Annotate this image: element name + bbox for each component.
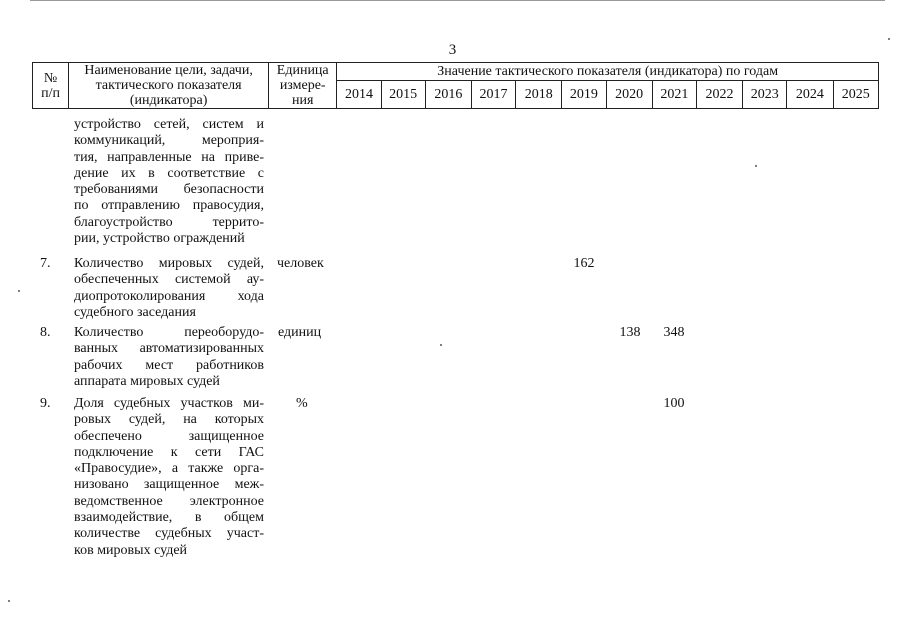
header-year: 2014 xyxy=(337,80,381,108)
row-8-unit: единиц xyxy=(278,325,322,340)
row-7-unit: человек xyxy=(277,256,324,271)
header-unit: Единица измере- ния xyxy=(269,63,337,109)
row-9-name: Доля судебных участков ми- ровых судей, на которых обеспечено защищенное подключение к сети ГАС «Правосудие», а также орга- низовано защищенное меж- ведомственное электронное взаимодействие, в общем количестве судебных участ- ков мировых судей xyxy=(74,396,264,558)
header-num: № п/п xyxy=(33,63,69,109)
row-7-value-2019: 162 xyxy=(573,256,595,271)
row-continuation-name: устройство сетей, систем и коммуникаций, мероприя- тия, направленные на приве- дение их в соответствие с требованиями безопасности по отправлению правосудия, благоустройство террито- рии, устройство ограждений xyxy=(74,117,264,247)
scan-speck xyxy=(18,290,20,292)
row-7-name: Количество мировых судей, обеспеченных системой ау- диопротоколирования хода судебного заседания xyxy=(74,256,264,320)
header-year: 2019 xyxy=(562,80,606,108)
header-year: 2023 xyxy=(743,80,787,108)
scan-top-edge xyxy=(30,0,885,1)
header-year: 2025 xyxy=(833,80,879,108)
row-8-value-2020: 138 xyxy=(619,325,641,340)
header-values-title: Значение тактического показателя (индикатора) по годам xyxy=(337,63,879,81)
scan-speck xyxy=(888,38,890,40)
header-year: 2024 xyxy=(787,80,833,108)
scan-speck xyxy=(8,600,10,602)
page-number: 3 xyxy=(448,42,457,58)
row-9-unit: % xyxy=(296,396,308,411)
header-year: 2016 xyxy=(425,80,471,108)
row-8-number: 8. xyxy=(40,325,51,340)
row-9-value-2021: 100 xyxy=(663,396,685,411)
row-8-value-2021: 348 xyxy=(663,325,685,340)
header-year: 2022 xyxy=(696,80,742,108)
header-year: 2018 xyxy=(516,80,562,108)
indicator-table-header xyxy=(32,62,879,109)
header-year: 2015 xyxy=(381,80,425,108)
header-year: 2017 xyxy=(471,80,515,108)
header-name: Наименование цели, задачи, тактического показателя (индикатора) xyxy=(69,63,269,109)
scan-speck xyxy=(755,165,757,167)
row-9-number: 9. xyxy=(40,396,51,411)
header-year: 2021 xyxy=(652,80,696,108)
row-8-name: Количество переоборудо- ванных автоматизированных рабочих мест работников аппарата мировых судей xyxy=(74,325,264,389)
scan-speck xyxy=(440,344,442,346)
header-year: 2020 xyxy=(606,80,652,108)
row-7-number: 7. xyxy=(40,256,51,271)
